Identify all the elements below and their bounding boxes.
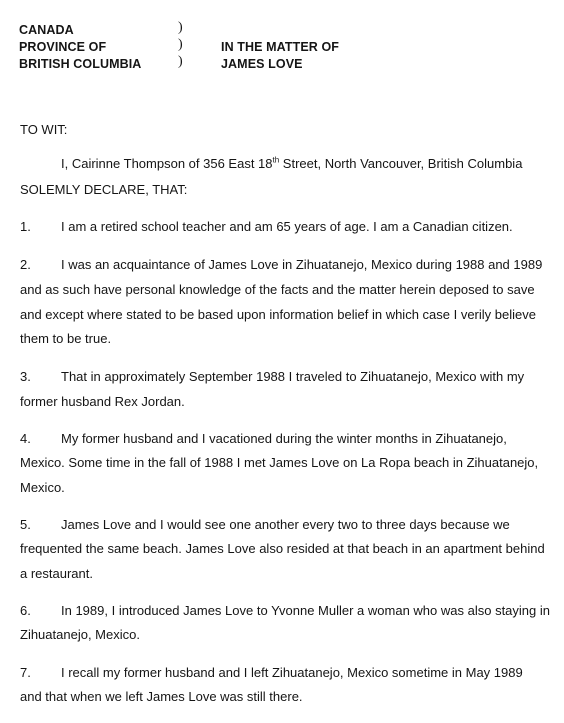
caption-canada: CANADA (19, 23, 74, 37)
paragraph-line: and as such have personal knowledge of the facts and the matter herein deposed to save (20, 282, 535, 297)
declarant-sup: th (272, 155, 280, 165)
solemnly-declare: SOLEMLY DECLARE, THAT: (20, 182, 188, 197)
declarant-text-b: Street, North Vancouver, British Columbia (279, 156, 523, 171)
caption-british-columbia: BRITISH COLUMBIA (19, 57, 142, 71)
paragraph-line: Mexico. (20, 480, 65, 495)
paragraph-line: and except where stated to be based upon information belief in which case I verily believe (20, 307, 536, 322)
paragraph-line: frequented the same beach. James Love also resided at that beach in an apartment behind (20, 541, 545, 556)
paragraph-number: 7. (20, 665, 31, 680)
declarant-text-a: I, Cairinne Thompson of 356 East 18 (61, 156, 273, 171)
to-wit-heading: TO WIT: (20, 122, 68, 137)
paragraph-line: I recall my former husband and I left Zihuatanejo, Mexico sometime in May 1989 (61, 665, 523, 680)
caption-province: PROVINCE OF (19, 40, 107, 54)
paragraph-number: 2. (20, 257, 31, 272)
paragraph-line: That in approximately September 1988 I traveled to Zihuatanejo, Mexico with my (61, 369, 525, 384)
paragraph-line: Zihuatanejo, Mexico. (20, 627, 140, 642)
caption-paren: ) (178, 20, 183, 35)
paragraph-line: former husband Rex Jordan. (20, 394, 185, 409)
paragraph-line: I am a retired school teacher and am 65 years of age. I am a Canadian citizen. (61, 219, 513, 234)
paragraph-line: My former husband and I vacationed during the winter months in Zihuatanejo, (61, 431, 507, 446)
caption-matter-of: IN THE MATTER OF (221, 40, 340, 54)
paragraph-number: 5. (20, 517, 31, 532)
paragraph-number: 3. (20, 369, 31, 384)
paragraph-line: In 1989, I introduced James Love to Yvonne Muller a woman who was also staying in (61, 603, 550, 618)
paragraph-number: 1. (20, 219, 31, 234)
paragraph-line: them to be true. (20, 331, 112, 346)
paragraph-line: and that when we left James Love was still there. (20, 689, 303, 704)
paragraph-number: 6. (20, 603, 31, 618)
paragraph-number: 4. (20, 431, 31, 446)
paragraph-line: I was an acquaintance of James Love in Zihuatanejo, Mexico during 1988 and 1989 (61, 257, 543, 272)
paragraph-line: a restaurant. (20, 566, 93, 581)
declarant-line (61, 156, 522, 172)
caption-paren: ) (178, 37, 183, 52)
caption-james-love: JAMES LOVE (221, 57, 303, 71)
paragraph-line: James Love and I would see one another every two to three days because we (61, 517, 510, 532)
paragraph-line: Mexico. Some time in the fall of 1988 I met James Love on La Ropa beach in Zihuatanejo, (20, 455, 539, 470)
caption-paren: ) (178, 54, 183, 69)
